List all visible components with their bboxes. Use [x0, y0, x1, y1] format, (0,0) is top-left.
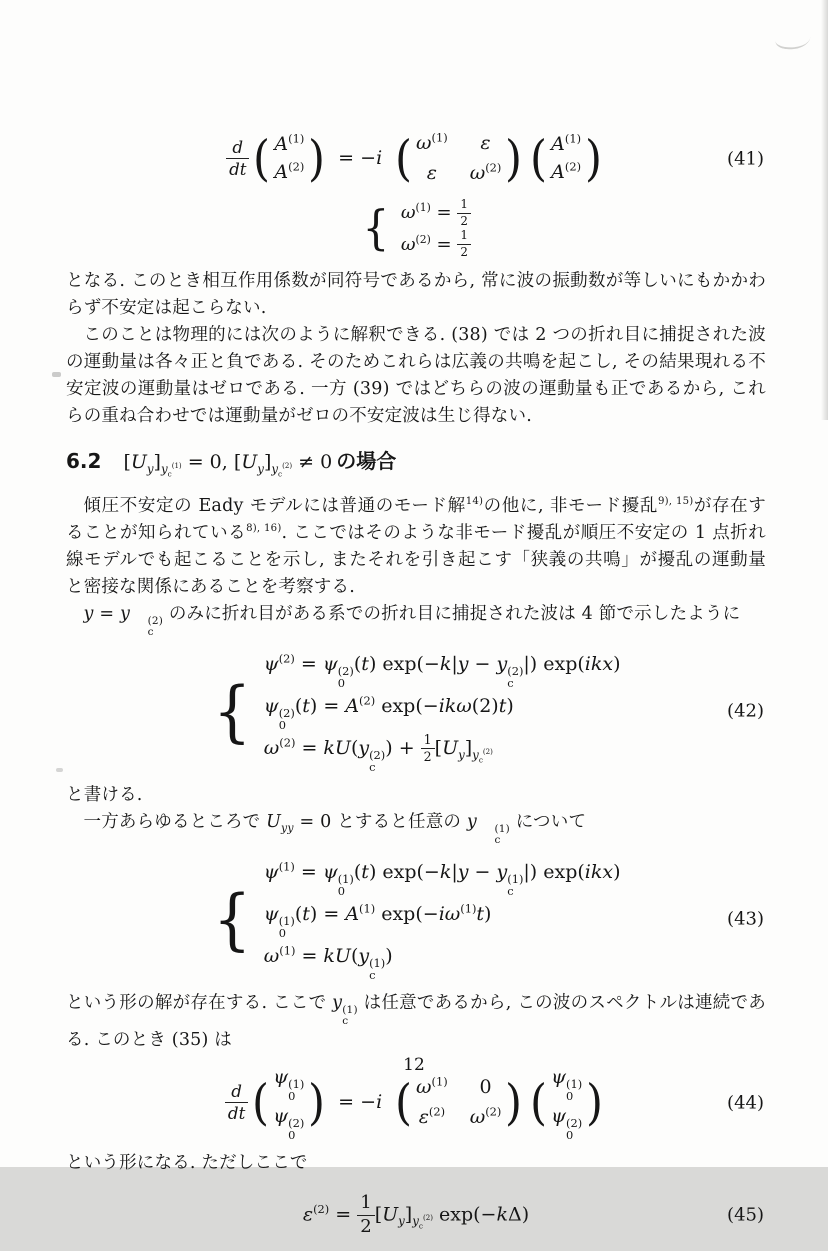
equation-42-number: (42): [727, 700, 764, 722]
paragraph-trapped-wave: y = y (2) c のみに折れ目がある系での折れ目に捕捉された波は 4 節で示したように: [83, 604, 741, 638]
scan-speck: [52, 372, 61, 377]
section-heading: [66, 446, 766, 477]
equation-42: [66, 648, 766, 774]
paragraph-physical-interpretation: このことは物理的には次のように解釈できる. (38) では 2 つの折れ目に捕捉された波の運動量は各々正と負である. そのためこれらは広義の共鳴を起こし, その結果現れる不安定波の運動量はゼロである. 一方 (39) ではどちらの波の運動量も正であるから, これらの重ね合わせでは運動量がゼロの不安定波は生じ得ない.: [66, 325, 766, 427]
equation-43-number: (43): [727, 908, 764, 930]
equation-41-body: $\frac{d}{dt}$ ( $A^{(1)}$ $A^{(2)}$ ) = −i ( $\omega^{(1)}$ ε ε $\omega^{(2)}$ ) ( $A^{(1)}$ $A^{(2)}$ ): [226, 130, 606, 187]
page-curl-mark: [775, 26, 812, 53]
equation-44: [66, 1064, 766, 1142]
paragraph-uyy-zero: 一方あらゆるところで $U_{yy} = 0$ とすると任意の y (1) c について: [83, 812, 587, 846]
paragraph-continuous-spectrum: という形の解が存在する. ここで y (1) c は任意であるから, この波のスペクトルは連続である. このとき (35) は: [66, 992, 766, 1050]
equation-43: [66, 856, 766, 982]
equation-41-conditions-body: { $\omega^{(1)}$ = $\frac{1}{2}$ $\omega^{(2)}$ = $\frac{1}{2}$: [361, 197, 471, 260]
section-number: 6.2: [66, 449, 102, 474]
equation-44-body: $\frac{d}{dt}$ ( ψ (1) 0 ψ (2) 0 ) = −i ( $\omega^{(1)}$ 0 $\varepsilon^{(2)}$ $\omega^{(2)}$ ) ( ψ (1) 0 ψ (2) 0 ): [225, 1064, 607, 1142]
equation-45-body: $\varepsilon^{(2)}$ = $\frac{1}{2}$ $[U_y]_{y_c^{(2)}}$ exp(−kΔ): [302, 1191, 530, 1237]
page-number: 12: [403, 1055, 425, 1075]
scan-speck: [56, 768, 63, 772]
section-title-suffix: の場合: [336, 449, 397, 474]
section-title-math: $[U_y]_{y_c^{(1)}} = 0$, $[U_y]_{y_c^{(2)}} \ne 0$: [123, 451, 333, 479]
scan-edge-shadow: [821, 0, 828, 420]
paragraph-form-becomes: という形になる. ただしここで: [66, 1152, 308, 1173]
equation-42-body: { $\psi^{(2)} = \psi$ (2) 0 (t) exp(−k|y − y (2) c |) exp(ikx) ψ (2) 0 $(t) = A^{(2)}$ exp(−ikω(2)t) $\omega^{(2)} = kU(y$ (2) c ) + $\frac{1}{2}$ $[U_y]_{y_c^{(2)}}$: [213, 651, 621, 775]
equation-44-number: (44): [727, 1092, 764, 1114]
equation-41-number: (41): [727, 147, 764, 169]
equation-41: [66, 130, 766, 187]
equation-43-body: { $\psi^{(1)} = \psi$ (1) 0 (t) exp(−k|y − y (1) c |) exp(ikx) ψ (1) 0 $(t) = A^{(1)}$ $\exp(-i\omega^{(1)}t)$ $\omega^{(1)} = kU(y$ (1) c ): [213, 859, 621, 982]
equation-45: [66, 1193, 766, 1238]
equation-45-number: (45): [727, 1204, 764, 1226]
paragraph-result: となる. このとき相互作用係数が同符号であるから, 常に波の振動数が等しいにもかかわらず不安定は起こらない.: [66, 271, 766, 319]
paragraph-eady-model: 傾圧不安定の Eady モデルには普通のモード解$^{14)}$の他に, 非モード擾乱$^{9), 15)}$が存在することが知られている$^{8), 16)}$. ここではそのような非モード擾乱が順圧不安定の 1 点折れ線モデルでも起こることを示し, またそれを引き起こす「狭義の共鳴」が擾乱の運動量と密接な関係にあることを考察する.: [66, 496, 766, 598]
equation-41-conditions: [66, 197, 766, 260]
paragraph-can-write: と書ける.: [66, 785, 143, 806]
